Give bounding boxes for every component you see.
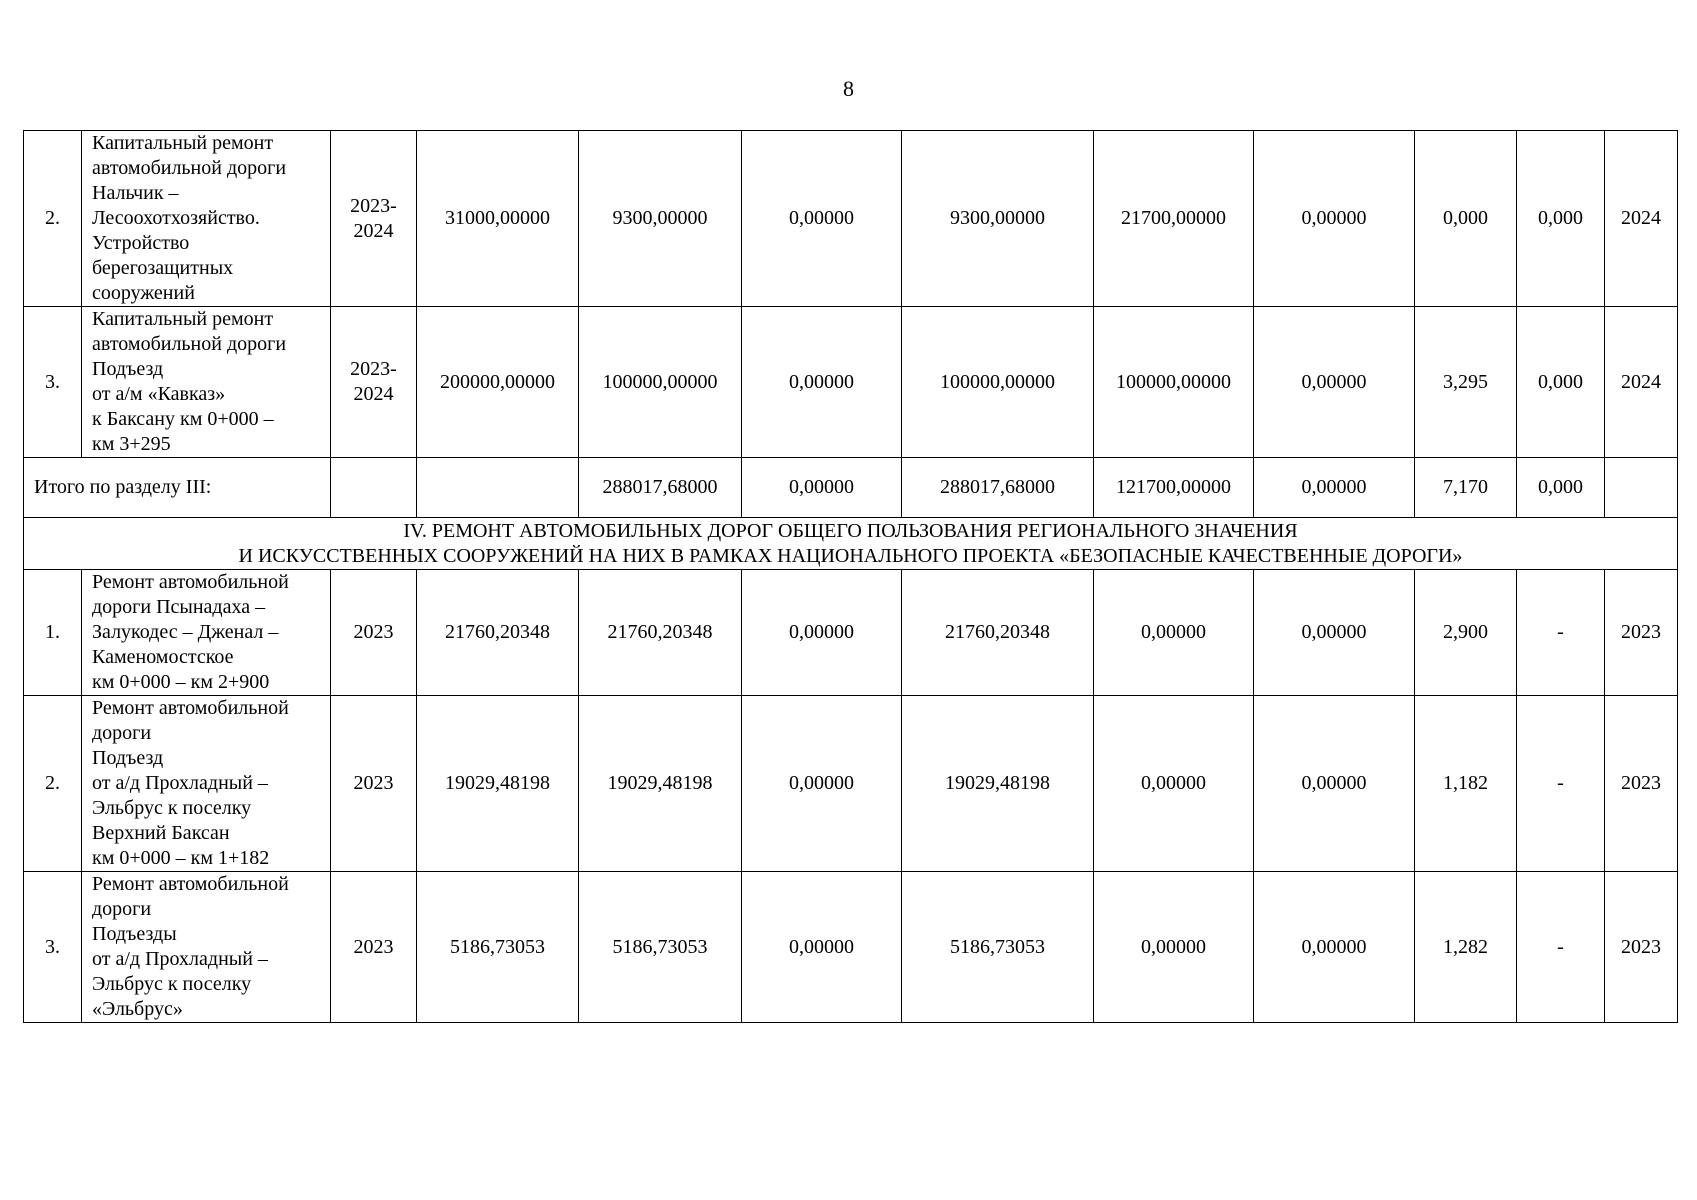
period: [331, 131, 417, 307]
regional-2023: 19029,48198: [902, 696, 1094, 872]
total-c4: 288017,68000: [902, 458, 1094, 518]
section-iv-line1: IV. РЕМОНТ АВТОМОБИЛЬНЫХ ДОРОГ ОБЩЕГО ПОЛЬЗОВАНИЯ РЕГИОНАЛЬНОГО ЗНАЧЕНИЯ: [403, 519, 1298, 542]
section-header-row: [24, 518, 1678, 570]
cost-2023: 9300,00000: [579, 131, 742, 307]
project-name-line: Подъезд: [92, 747, 164, 769]
federal-2023: 0,00000: [742, 307, 902, 458]
project-name-line: Эльбрус к поселку: [92, 973, 252, 995]
regional-2023: 9300,00000: [902, 131, 1094, 307]
federal-2023: 0,00000: [742, 872, 902, 1023]
total-cost: 31000,00000: [417, 131, 579, 307]
total-c8: 0,000: [1517, 458, 1605, 518]
regional-2023: 100000,00000: [902, 307, 1094, 458]
total-c6: 0,00000: [1254, 458, 1415, 518]
project-name-line: Верхний Баксан: [92, 822, 230, 844]
project-name-line: от а/м «Кавказ»: [92, 383, 226, 405]
completion-year: 2024: [1605, 307, 1678, 458]
project-name-line: автомобильной дороги: [92, 333, 287, 355]
project-name-line: Нальчик –: [92, 182, 179, 204]
project-name-line: к Баксану км 0+000 –: [92, 408, 274, 430]
project-name-line: от а/д Прохладный –: [92, 948, 268, 970]
period: [331, 307, 417, 458]
project-name-line: Ремонт автомобильной: [92, 697, 289, 719]
project-name-line: Ремонт автомобильной: [92, 571, 289, 593]
table-row: [24, 696, 1678, 872]
project-name-line: дороги Псынадаха –: [92, 596, 266, 618]
total-year: [1605, 458, 1678, 518]
row-number: 1.: [24, 570, 82, 696]
project-name-line: км 0+000 – км 1+182: [92, 847, 270, 869]
total-row: [24, 458, 1678, 518]
project-name-line: берегозащитных: [92, 257, 234, 279]
total-c3: 0,00000: [742, 458, 902, 518]
length-km-2023: 1,282: [1415, 872, 1517, 1023]
completion-year: 2023: [1605, 570, 1678, 696]
row-number: 2.: [24, 696, 82, 872]
total-label: Итого по разделу III:: [24, 458, 331, 518]
cost-2024: 21700,00000: [1094, 131, 1254, 307]
federal-2024: 0,00000: [1254, 307, 1415, 458]
project-name-line: «Эльбрус»: [92, 998, 183, 1020]
project-name: [82, 131, 331, 307]
period-line: 2024: [353, 383, 394, 405]
cost-2024: 0,00000: [1094, 570, 1254, 696]
period: [331, 570, 417, 696]
project-name-line: Каменомостское: [92, 646, 234, 668]
federal-2023: 0,00000: [742, 131, 902, 307]
project-name-line: Ремонт автомобильной: [92, 873, 289, 895]
completion-year: 2023: [1605, 872, 1678, 1023]
length-km-2023: 0,000: [1415, 131, 1517, 307]
completion-year: 2023: [1605, 696, 1678, 872]
project-name-line: Лесоохотхозяйство.: [92, 207, 260, 229]
project-name-line: Эльбрус к поселку: [92, 797, 252, 819]
length-km-2024: -: [1517, 570, 1605, 696]
period-line: 2023: [353, 772, 394, 794]
total-cost: 200000,00000: [417, 307, 579, 458]
project-name-line: автомобильной дороги: [92, 157, 287, 179]
row-number: 3.: [24, 872, 82, 1023]
federal-2023: 0,00000: [742, 570, 902, 696]
project-name: [82, 307, 331, 458]
cost-2023: 5186,73053: [579, 872, 742, 1023]
project-name: [82, 696, 331, 872]
project-name-line: Устройство: [92, 232, 190, 254]
project-name-line: от а/д Прохладный –: [92, 772, 268, 794]
row-number: 2.: [24, 131, 82, 307]
cost-2023: 19029,48198: [579, 696, 742, 872]
length-km-2023: 1,182: [1415, 696, 1517, 872]
project-name: [82, 872, 331, 1023]
project-name-line: дороги: [92, 722, 152, 744]
section-iv-heading: [24, 518, 1678, 570]
period-line: 2024: [353, 219, 394, 242]
table-row: [24, 872, 1678, 1023]
projects-table: [23, 130, 1678, 1023]
length-km-2024: 0,000: [1517, 131, 1605, 307]
page-number: 8: [843, 76, 854, 101]
project-name-line: Подъезд: [92, 358, 164, 380]
project-name-line: сооружений: [92, 282, 195, 304]
federal-2024: 0,00000: [1254, 872, 1415, 1023]
total-c5: 121700,00000: [1094, 458, 1254, 518]
period: [331, 696, 417, 872]
project-name-line: Капитальный ремонт: [92, 132, 274, 154]
length-km-2023: 2,900: [1415, 570, 1517, 696]
length-km-2023: 3,295: [1415, 307, 1517, 458]
row-number: 3.: [24, 307, 82, 458]
cost-2023: 100000,00000: [579, 307, 742, 458]
regional-2023: 5186,73053: [902, 872, 1094, 1023]
project-name-line: Залукодес – Дженал –: [92, 621, 279, 643]
period-line: 2023-: [350, 358, 397, 380]
federal-2024: 0,00000: [1254, 696, 1415, 872]
completion-year: 2024: [1605, 131, 1678, 307]
length-km-2024: -: [1517, 696, 1605, 872]
cost-2023: 21760,20348: [579, 570, 742, 696]
length-km-2024: -: [1517, 872, 1605, 1023]
total-c2: 288017,68000: [579, 458, 742, 518]
section-iv-line2: И ИСКУССТВЕННЫХ СООРУЖЕНИЙ НА НИХ В РАМКАХ НАЦИОНАЛЬНОГО ПРОЕКТА «БЕЗОПАСНЫЕ КАЧЕСТВЕННЫЕ ДОРОГИ»: [238, 544, 1463, 567]
regional-2023: 21760,20348: [902, 570, 1094, 696]
period-line: 2023-: [350, 194, 397, 217]
total-c1: [417, 458, 579, 518]
total-cost: 5186,73053: [417, 872, 579, 1023]
federal-2024: 0,00000: [1254, 570, 1415, 696]
total-cost: 19029,48198: [417, 696, 579, 872]
project-name-line: Капитальный ремонт: [92, 308, 274, 330]
cost-2024: 0,00000: [1094, 872, 1254, 1023]
project-name-line: дороги: [92, 898, 152, 920]
federal-2023: 0,00000: [742, 696, 902, 872]
federal-2024: 0,00000: [1254, 131, 1415, 307]
length-km-2024: 0,000: [1517, 307, 1605, 458]
total-period: [331, 458, 417, 518]
total-cost: 21760,20348: [417, 570, 579, 696]
period-line: 2023: [353, 935, 394, 958]
table-row: [24, 570, 1678, 696]
table-row: [24, 307, 1678, 458]
period-line: 2023: [353, 621, 394, 643]
project-name-line: км 0+000 – км 2+900: [92, 671, 270, 693]
cost-2024: 100000,00000: [1094, 307, 1254, 458]
project-name-line: Подъезды: [92, 923, 177, 945]
total-c7: 7,170: [1415, 458, 1517, 518]
period: [331, 872, 417, 1023]
table-row: [24, 131, 1678, 307]
cost-2024: 0,00000: [1094, 696, 1254, 872]
project-name-line: км 3+295: [92, 433, 171, 455]
project-name: [82, 570, 331, 696]
